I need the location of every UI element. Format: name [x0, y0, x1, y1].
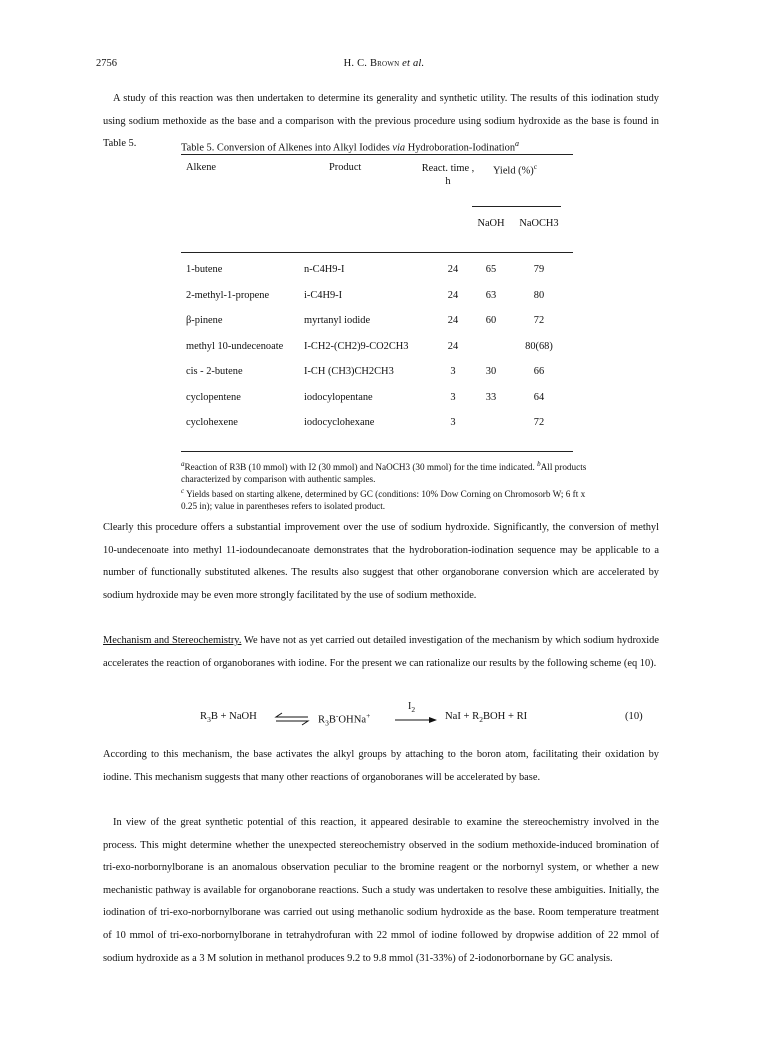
mechanism-paragraph: Mechanism and Stereochemistry. We have not as yet carried out detailed investigation of the mechanism by which sodium hydroxide accelerates the reaction of organoboranes with iodine. For the present we can rationalize our results by the following scheme (eq 10).: [103, 635, 659, 669]
cell-naoch3: 66: [533, 366, 545, 377]
cell-product: I-CH2-(CH2)9-CO2CH3: [304, 340, 409, 352]
table-row: [181, 290, 573, 304]
section-heading: Mechanism and Stereochemistry.: [103, 635, 242, 646]
reaction-arrow-icon: [393, 715, 439, 725]
table-row: [181, 417, 573, 431]
footnote-a: $^a$Reaction of R3B (10 mmol) with I2 (30 mmol) and NaOCH3 (30 mmol) for the time indicated. $^b$All products characterized by comparison with authentic samples.: [181, 460, 587, 485]
table-row: [181, 264, 573, 278]
table-row: [181, 392, 573, 406]
table-header-rule: [181, 252, 573, 253]
cell-naoh: 33: [485, 391, 497, 403]
cell-alkene: β-pinene: [186, 315, 223, 326]
footnote-c: $^c$ Yields based on starting alkene, determined by GC (conditions: 10% Dow Corning on Chromosorb W; 6 ft x 0.25 in); value in parentheses refers to isolated product.: [181, 487, 586, 512]
cell-product: iodocyclohexane: [304, 417, 375, 428]
table-body: [181, 264, 573, 454]
footnote-b: All products characterized by comparison with authentic samples.: [181, 462, 587, 485]
cell-naoh: 65: [485, 264, 497, 275]
header-react-time: React. time , h: [421, 163, 475, 187]
equilibrium-arrow-icon: [274, 710, 310, 728]
body-paragraph-1: Clearly this procedure offers a substantial improvement over the use of sodium hydroxide. Significantly, the conversion of methyl 10-undecenoate into methyl 11-iodoundecanoate demonstrates that the hydroboration-iodination sequence may be applicable to a number of functionally substituted alkenes. The results also suggest that other organoborane conversion which are accelerated by sodium hydroxide may be even more strongly facilitated by the use of sodium methoxide.: [103, 522, 659, 601]
author-suffix: et al.: [399, 58, 425, 69]
cell-time: 24: [447, 264, 459, 275]
cell-alkene: methyl 10-undecenoate: [186, 340, 284, 352]
cell-alkene: cyclopentene: [186, 391, 241, 403]
table-header: [181, 160, 573, 240]
cell-product: i-C4H9-I: [304, 289, 343, 301]
cell-time: 3: [450, 366, 456, 377]
equation-reagent: $I_2$: [408, 701, 416, 714]
table-caption: Table 5. Conversion of Alkenes into Alkyl Iodides via Hydroboration-Iodination$^a$: [181, 139, 520, 154]
cell-time: 24: [447, 289, 459, 301]
cell-naoch3: 64: [533, 391, 545, 403]
cell-time: 24: [447, 315, 459, 326]
cell-naoch3: 72: [533, 315, 545, 326]
cell-time: 3: [450, 417, 456, 428]
table-footnotes: [181, 458, 591, 512]
cell-time: 24: [447, 340, 459, 352]
body-paragraph-4: In view of the great synthetic potential of this reaction, it appeared desirable to examine the stereochemistry involved in the process. This might determine whether the unexpected stereochemistry observed in the sodium methoxide-induced bromination of tri-exo-norbornylborane is an anomalous observation peculiar to the bromine reagent or the norbornyl system, or whether a new mechanistic pathway is available for organoborane reactions. Such a study was undertaken to resolve these ambiguities. Initially, the iodination of tri-exo-norbornylborane was carried out using methanolic sodium hydroxide as the base. Room temperature treatment of 10 mmol of tri-exo-norbornylborane in tetrahydrofuran with 22 mmol of iodine followed by dropwise addition of 22 mmol of sodium hydroxide as a 3 M solution in methanol produces 9.2 to 9.8 mmol (31-33%) of 2-iodonorbornane by GC analysis.: [103, 817, 659, 964]
cell-naoh: 60: [485, 315, 497, 326]
author-initials: H. C.: [343, 58, 370, 69]
cell-product: n-C4H9-I: [304, 264, 345, 275]
equation-left: $R_3B$ + NaOH: [200, 711, 257, 725]
equation-right: NaI + $R_2BOH$ + RI: [445, 711, 528, 725]
equation-10: [103, 701, 659, 733]
cell-alkene: 1-butene: [186, 264, 223, 275]
table-row: [181, 315, 573, 329]
header-naoch3: NaOCH3: [519, 218, 559, 229]
header-alkene: Alkene: [186, 162, 217, 173]
table-row: [181, 366, 573, 380]
table-bottom-rule: [181, 451, 573, 452]
page-number: 2756: [96, 58, 117, 69]
intro-text: A study of this reaction was then undertaken to determine its generality and synthetic utility. The results of this iodination study using sodium methoxide as the base and a comparison with the previous procedure using sodium hydroxide as the base is found in Table 5.: [103, 93, 659, 150]
running-head: [96, 58, 672, 69]
equation-number: (10): [625, 711, 643, 722]
cell-naoch3: 72: [533, 417, 545, 428]
cell-naoh: 30: [485, 366, 497, 377]
cell-alkene: 2-methyl-1-propene: [186, 289, 270, 301]
cell-product: iodocylopentane: [304, 391, 373, 403]
cell-time: 3: [450, 391, 456, 403]
header-naoh: NaOH: [477, 218, 505, 229]
page-header: [96, 58, 672, 74]
cell-product: myrtanyl iodide: [304, 315, 371, 326]
header-product: Product: [329, 162, 362, 173]
equation-middle: $R_3B^-OHNa^+$: [318, 711, 371, 728]
cell-alkene: cis - 2-butene: [186, 366, 243, 377]
table-row: [181, 341, 573, 355]
cell-naoh: 63: [485, 289, 497, 301]
cell-naoch3: 80(68): [525, 340, 553, 352]
cell-product: I-CH (CH3)CH2CH3: [304, 366, 394, 377]
cell-naoch3: 79: [533, 264, 545, 275]
table-top-rule: [181, 154, 573, 155]
cell-alkene: cyclohexene: [186, 417, 238, 428]
header-yield: Yield (%)$^c$: [493, 162, 538, 177]
yield-subheader-rule: [472, 206, 561, 207]
author-surname: Brown: [369, 58, 400, 69]
cell-naoch3: 80: [533, 289, 545, 301]
body-paragraph-3: According to this mechanism, the base activates the alkyl groups by attaching to the boron atom, facilitating their oxidation by iodine. This mechanism suggests that many other reactions of organoboranes will be accelerated by base.: [103, 749, 659, 783]
